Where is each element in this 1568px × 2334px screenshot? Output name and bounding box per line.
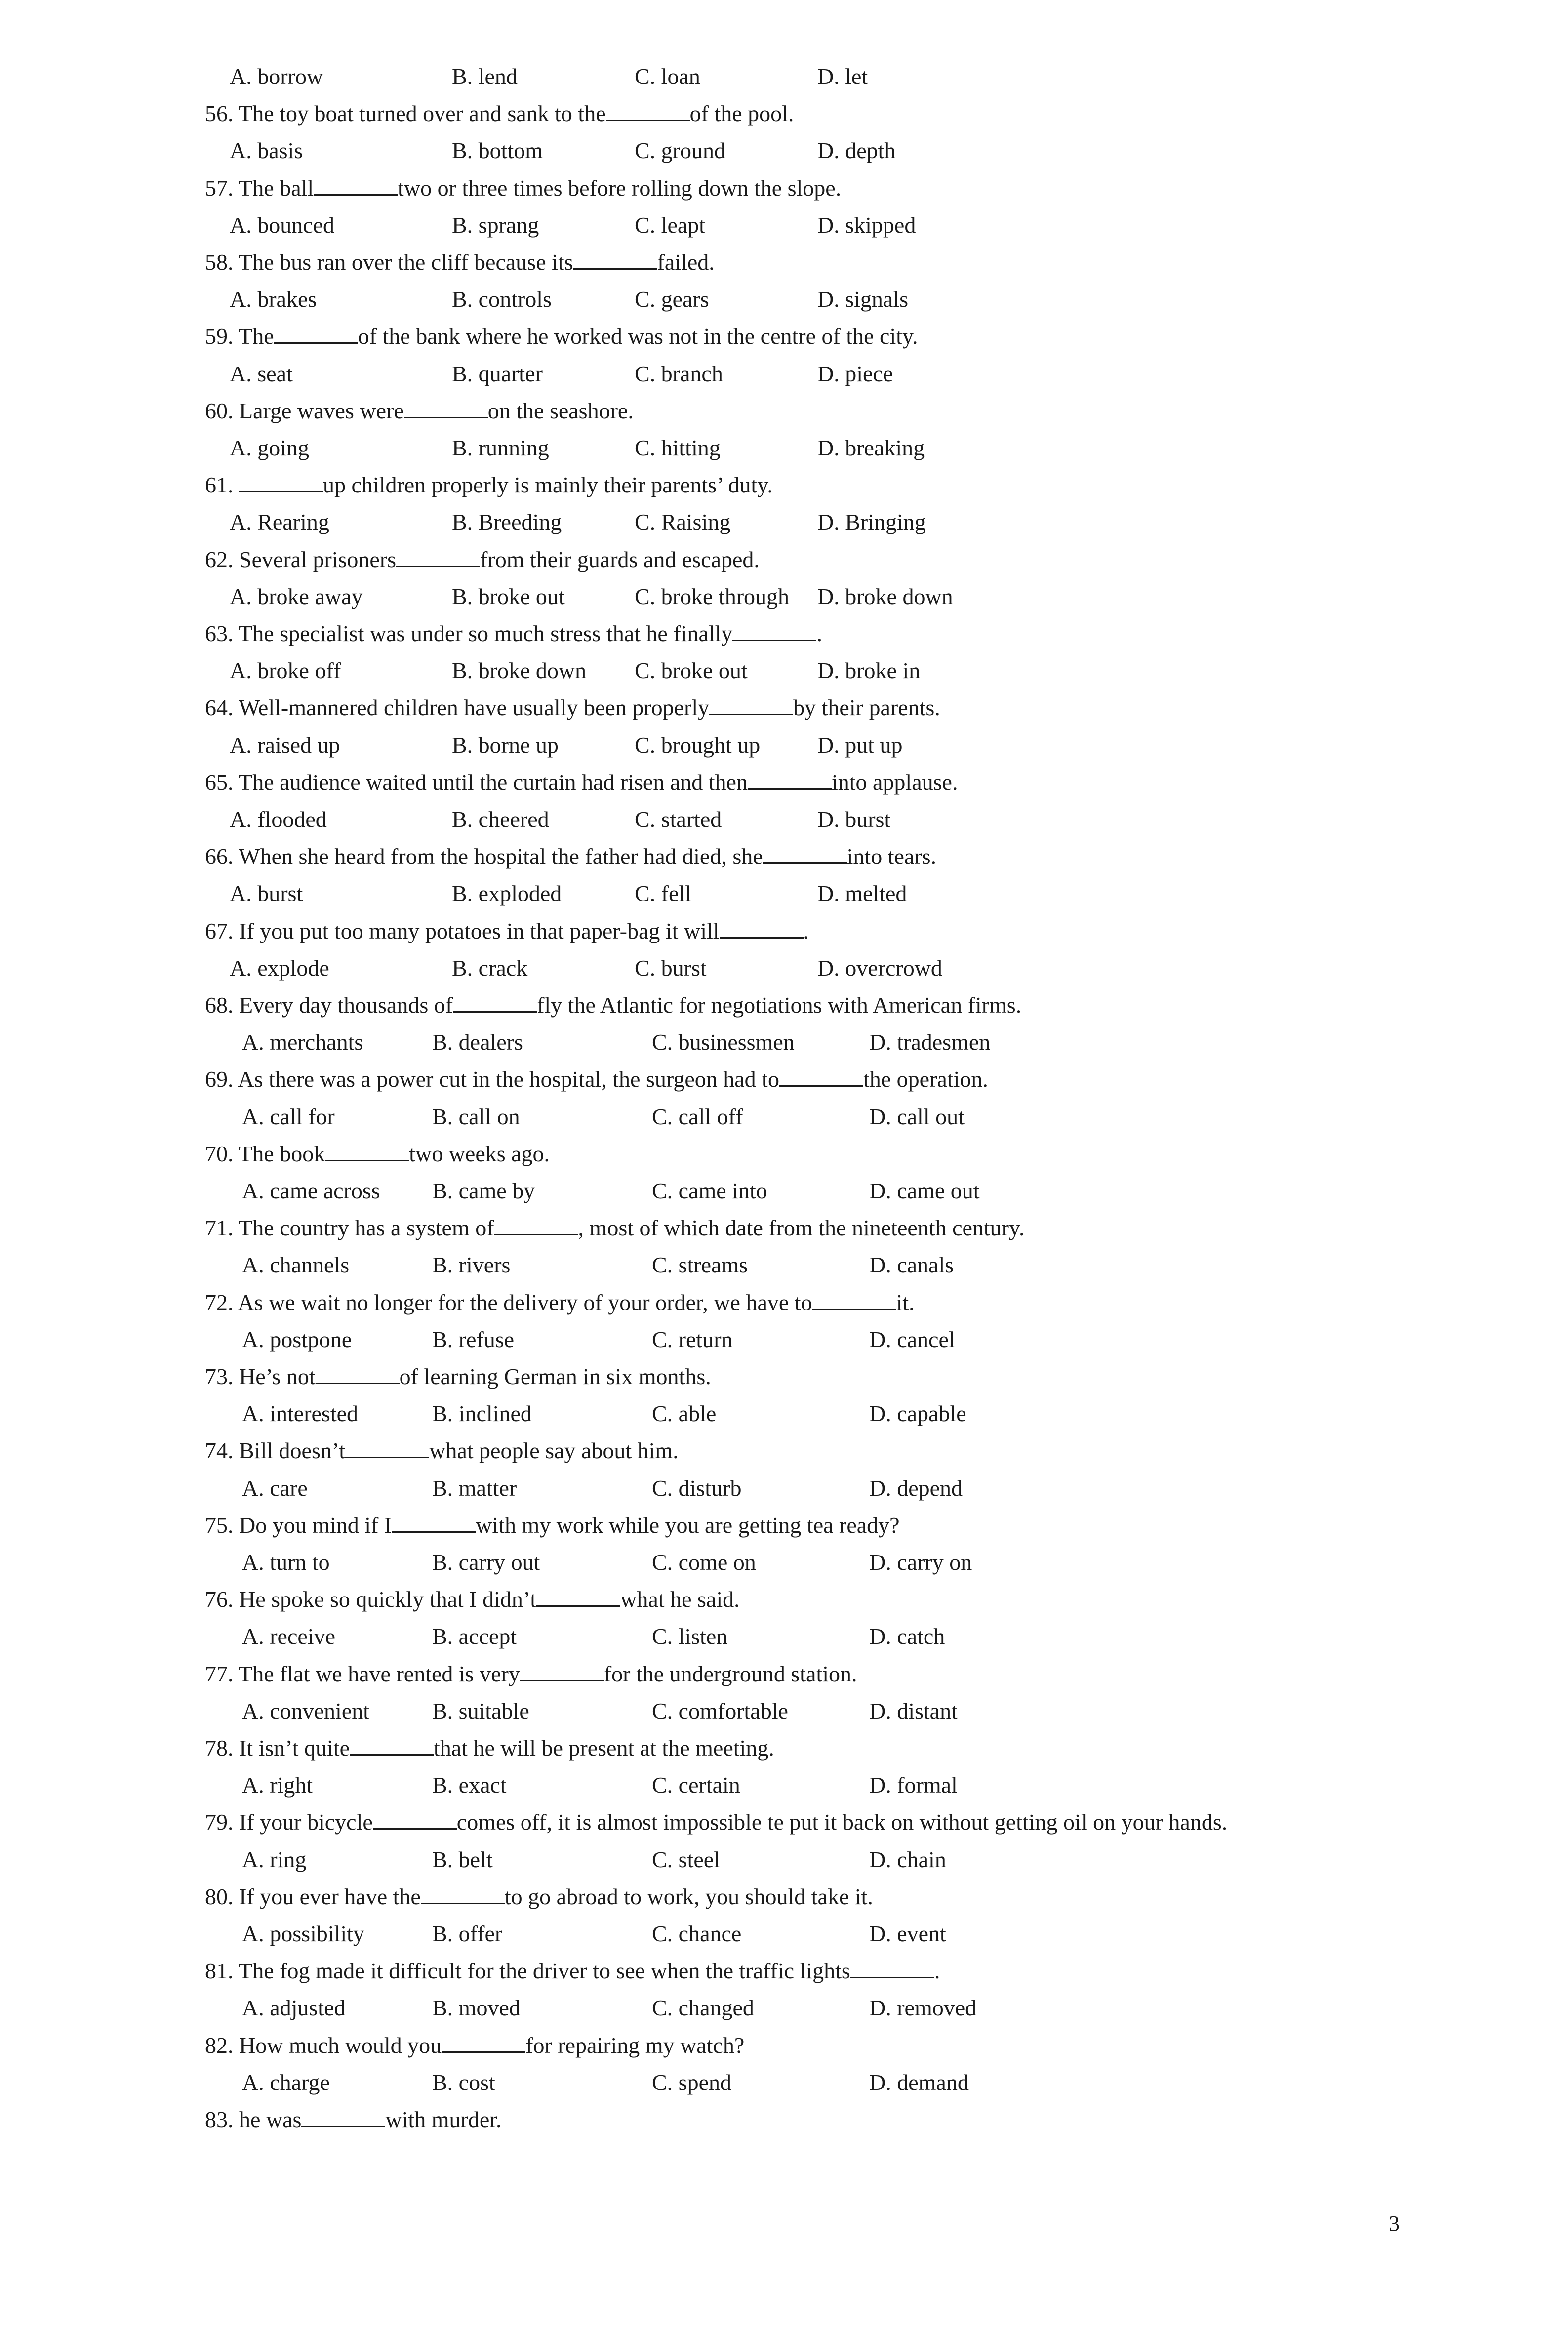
question-number: 64. — [205, 695, 239, 721]
answer-option[interactable]: A. convenient — [242, 1698, 370, 1723]
question-number: 69. — [205, 1066, 238, 1092]
answer-option[interactable]: B. accept — [432, 1624, 517, 1649]
answer-option[interactable]: A. basis — [230, 138, 303, 164]
answer-option[interactable]: B. refuse — [432, 1326, 515, 1352]
answer-blank[interactable] — [274, 323, 358, 344]
answer-option[interactable]: C. broke out — [635, 658, 748, 684]
answer-option[interactable]: D. depth — [817, 138, 896, 164]
answer-option[interactable]: C. ground — [635, 138, 725, 164]
question-number: 68. — [205, 992, 239, 1018]
answer-blank[interactable] — [850, 1957, 934, 1978]
answer-option[interactable]: B. exploded — [452, 881, 562, 906]
answer-option[interactable]: B. moved — [432, 1995, 521, 2021]
question-line — [205, 1213, 1025, 1243]
answer-option[interactable]: D. call out — [869, 1104, 965, 1129]
question-text: two weeks ago. — [409, 1141, 550, 1166]
answer-option[interactable]: B. inclined — [432, 1401, 532, 1427]
question-text: with murder. — [385, 2107, 502, 2132]
answer-option[interactable]: A. interested — [242, 1401, 359, 1427]
question-text: The flat we have rented is very — [239, 1661, 520, 1686]
answer-option[interactable]: D. skipped — [817, 212, 916, 238]
answer-option[interactable]: C. businessmen — [652, 1029, 795, 1055]
question-text: from their guards and escaped. — [480, 546, 760, 572]
answer-option[interactable]: C. certain — [652, 1772, 740, 1798]
question-number: 60. — [205, 398, 239, 423]
answer-option[interactable]: A. flooded — [230, 807, 327, 832]
question-line — [205, 322, 918, 351]
question-text: It isn’t quite — [239, 1735, 350, 1761]
answer-option[interactable]: A. explode — [230, 955, 329, 981]
question-text: The bus ran over the cliff because its — [239, 249, 573, 275]
answer-option[interactable]: C. Raising — [635, 509, 731, 535]
question-number: 83. — [205, 2107, 239, 2132]
answer-option[interactable]: D. cancel — [869, 1326, 955, 1352]
answer-blank[interactable] — [392, 1512, 476, 1533]
question-text: Several prisoners — [239, 546, 397, 572]
answer-option[interactable]: C. comfortable — [652, 1698, 788, 1723]
question-line — [205, 1139, 550, 1169]
answer-blank[interactable] — [779, 1065, 863, 1087]
question-text: for the underground station. — [603, 1661, 857, 1686]
answer-option[interactable]: C. steel — [652, 1846, 720, 1872]
answer-option[interactable]: D. tradesmen — [869, 1029, 991, 1055]
answer-option[interactable]: C. burst — [635, 955, 707, 981]
answer-option[interactable]: D. came out — [869, 1178, 980, 1203]
answer-option[interactable]: C. listen — [652, 1624, 728, 1649]
question-line — [205, 545, 760, 574]
answer-option[interactable]: C. started — [635, 807, 722, 832]
answer-option[interactable]: A. care — [242, 1475, 308, 1501]
answer-blank[interactable] — [345, 1437, 429, 1458]
question-text: what people say about him. — [429, 1438, 679, 1464]
question-text: He spoke so quickly that I didn’t — [239, 1587, 537, 1612]
question-text: The country has a system of — [239, 1215, 494, 1241]
answer-blank[interactable] — [763, 843, 847, 864]
answer-option[interactable]: C. gears — [635, 287, 709, 312]
answer-option[interactable]: D. canals — [869, 1252, 954, 1278]
answer-option[interactable]: C. come on — [652, 1550, 756, 1575]
question-text: to go abroad to work, you should take it. — [504, 1884, 873, 1909]
answer-option[interactable]: D. event — [869, 1921, 946, 1946]
question-text: two or three times before rolling down the slope. — [398, 175, 842, 201]
question-text: , most of which date from the nineteenth century. — [578, 1215, 1025, 1241]
question-line — [205, 396, 634, 426]
question-number: 59. — [205, 324, 239, 349]
question-text: The ball — [239, 175, 314, 201]
answer-option[interactable]: A. bounced — [230, 212, 335, 238]
answer-option[interactable]: C. leapt — [635, 212, 706, 238]
question-line — [205, 2105, 502, 2134]
answer-option[interactable]: B. broke down — [452, 658, 587, 684]
answer-option[interactable]: B. lend — [452, 64, 518, 89]
answer-blank[interactable] — [573, 248, 657, 270]
answer-option[interactable]: C. disturb — [652, 1475, 742, 1501]
question-text: . — [816, 621, 822, 646]
question-text: If you put too many potatoes in that paper-bag it will — [239, 918, 720, 943]
answer-option[interactable]: A. seat — [230, 361, 293, 386]
answer-option[interactable]: D. breaking — [817, 435, 925, 460]
answer-option[interactable]: D. let — [817, 64, 868, 89]
question-number: 65. — [205, 769, 239, 795]
question-text: When she heard from the hospital the father had died, she — [239, 844, 763, 869]
question-line — [205, 1882, 873, 1912]
question-number: 77. — [205, 1661, 239, 1686]
answer-blank[interactable] — [421, 1883, 505, 1904]
answer-option[interactable]: B. bottom — [452, 138, 543, 164]
question-text: what he said. — [620, 1587, 740, 1612]
answer-option[interactable]: C. able — [652, 1401, 717, 1427]
question-line — [205, 173, 841, 203]
answer-option[interactable]: D. overcrowd — [817, 955, 942, 981]
question-text: that he will be present at the meeting. — [434, 1735, 774, 1761]
question-text: As we wait no longer for the delivery of your order, we have to — [238, 1289, 812, 1315]
answer-option[interactable]: D. formal — [869, 1772, 958, 1798]
question-number: 75. — [205, 1512, 239, 1538]
answer-option[interactable]: D. removed — [869, 1995, 977, 2021]
answer-option[interactable]: A. channels — [242, 1252, 350, 1278]
question-text: The fog made it difficult for the driver to see when the traffic lights — [239, 1958, 850, 1984]
answer-option[interactable]: B. offer — [432, 1921, 503, 1946]
answer-option[interactable]: C. loan — [635, 64, 700, 89]
question-line — [205, 1956, 940, 1986]
question-number: 63. — [205, 621, 239, 646]
answer-option[interactable]: B. matter — [432, 1475, 517, 1501]
answer-blank[interactable] — [494, 1214, 578, 1235]
question-text: into tears. — [846, 844, 937, 869]
answer-blank[interactable] — [301, 2106, 385, 2127]
answer-blank[interactable] — [350, 1734, 434, 1756]
question-line — [205, 1065, 988, 1094]
answer-option[interactable]: A. broke off — [230, 658, 341, 684]
answer-blank[interactable] — [812, 1289, 896, 1310]
answer-option[interactable]: A. raised up — [230, 732, 340, 758]
answer-option[interactable]: B. running — [452, 435, 549, 460]
answer-blank[interactable] — [316, 1363, 400, 1384]
question-text: The book — [239, 1141, 325, 1166]
question-line — [205, 990, 1021, 1020]
question-line — [205, 247, 715, 277]
question-text: Well-mannered children have usually been properly — [239, 695, 710, 721]
question-text: Large waves were — [239, 398, 404, 423]
question-text: As there was a power cut in the hospital, the surgeon had to — [238, 1066, 779, 1092]
answer-option[interactable]: B. suitable — [432, 1698, 529, 1723]
answer-option[interactable]: D. chain — [869, 1846, 946, 1872]
answer-option[interactable]: A. postpone — [242, 1326, 352, 1352]
question-line — [205, 1659, 857, 1689]
question-text: The toy boat turned over and sank to the — [239, 101, 606, 126]
answer-blank[interactable] — [325, 1140, 409, 1161]
answer-option[interactable]: D. distant — [869, 1698, 958, 1723]
answer-option[interactable]: B. call on — [432, 1104, 520, 1129]
answer-option[interactable]: D. broke in — [817, 658, 921, 684]
answer-option[interactable]: A. burst — [230, 881, 303, 906]
question-text: fly the Atlantic for negotiations with American firms. — [537, 992, 1022, 1018]
question-text: by their parents. — [793, 695, 940, 721]
question-line — [205, 2031, 744, 2060]
answer-option[interactable]: B. carry out — [432, 1550, 540, 1575]
question-number: 79. — [205, 1809, 239, 1835]
answer-option[interactable]: D. depend — [869, 1475, 963, 1501]
question-number: 62. — [205, 546, 239, 572]
answer-option[interactable]: B. Breeding — [452, 509, 562, 535]
question-line — [205, 1362, 711, 1392]
answer-option[interactable]: A. charge — [242, 2069, 330, 2095]
question-number: 66. — [205, 844, 239, 869]
answer-option[interactable]: B. exact — [432, 1772, 507, 1798]
answer-option[interactable]: B. belt — [432, 1846, 493, 1872]
answer-option[interactable]: A. possibility — [242, 1921, 364, 1946]
answer-option[interactable]: A. right — [242, 1772, 313, 1798]
question-number: 56. — [205, 101, 239, 126]
answer-option[interactable]: B. cheered — [452, 807, 549, 832]
answer-option[interactable]: D. signals — [817, 287, 908, 312]
answer-option[interactable]: B. cost — [432, 2069, 495, 2095]
question-text: Do you mind if I — [239, 1512, 392, 1538]
question-number: 73. — [205, 1364, 239, 1389]
answer-blank[interactable] — [606, 100, 690, 121]
answer-option[interactable]: D. demand — [869, 2069, 969, 2095]
question-text: he was — [239, 2107, 302, 2132]
answer-option[interactable]: B. came by — [432, 1178, 535, 1203]
answer-option[interactable]: C. chance — [652, 1921, 742, 1946]
answer-option[interactable]: D. piece — [817, 361, 893, 386]
question-text: . — [803, 918, 809, 943]
question-number: 76. — [205, 1587, 239, 1612]
question-text: on the seashore. — [487, 398, 634, 423]
answer-option[interactable]: D. capable — [869, 1401, 966, 1427]
answer-blank[interactable] — [748, 769, 832, 790]
question-text: of the bank where he worked was not in the centre of the city. — [358, 324, 918, 349]
answer-option[interactable]: A. broke away — [230, 583, 363, 609]
answer-option[interactable]: B. rivers — [432, 1252, 511, 1278]
answer-option[interactable]: D. put up — [817, 732, 903, 758]
question-text: If your bicycle — [239, 1809, 373, 1835]
answer-blank[interactable] — [536, 1586, 620, 1607]
answer-option[interactable]: C. return — [652, 1326, 733, 1352]
answer-option[interactable]: A. Rearing — [230, 509, 329, 535]
answer-option[interactable]: C. call off — [652, 1104, 743, 1129]
question-number: 74. — [205, 1438, 239, 1464]
answer-option[interactable]: C. streams — [652, 1252, 748, 1278]
question-text: If you ever have the — [239, 1884, 421, 1909]
answer-option[interactable]: A. ring — [242, 1846, 307, 1872]
answer-option[interactable]: D. carry on — [869, 1550, 972, 1575]
answer-option[interactable]: C. broke through — [635, 583, 790, 609]
answer-option[interactable]: A. call for — [242, 1104, 335, 1129]
question-text: it. — [896, 1289, 915, 1315]
answer-blank[interactable] — [442, 2032, 525, 2053]
question-text: Every day thousands of — [239, 992, 453, 1018]
answer-blank[interactable] — [396, 546, 480, 567]
question-text: the operation. — [863, 1066, 988, 1092]
answer-option[interactable]: C. came into — [652, 1178, 767, 1203]
answer-option[interactable]: A. going — [230, 435, 309, 460]
answer-blank[interactable] — [732, 620, 816, 641]
answer-option[interactable]: A. brakes — [230, 287, 317, 312]
answer-option[interactable]: C. hitting — [635, 435, 721, 460]
question-text: The — [239, 324, 274, 349]
question-text: of learning German in six months. — [399, 1364, 711, 1389]
answer-option[interactable]: B. dealers — [432, 1029, 523, 1055]
question-line — [205, 1511, 900, 1540]
question-text: The specialist was under so much stress that he finally — [239, 621, 733, 646]
answer-blank[interactable] — [520, 1660, 604, 1681]
question-number: 81. — [205, 1958, 239, 1984]
answer-option[interactable]: B. borne up — [452, 732, 559, 758]
question-line — [205, 768, 958, 797]
page-number: 3 — [1389, 2211, 1400, 2236]
question-text: The audience waited until the curtain had risen and then — [239, 769, 748, 795]
question-text: up children properly is mainly their parents’ duty. — [323, 472, 773, 498]
answer-option[interactable]: B. crack — [452, 955, 528, 981]
question-number: 70. — [205, 1141, 239, 1166]
answer-option[interactable]: B. broke out — [452, 583, 565, 609]
answer-blank[interactable] — [239, 471, 323, 492]
answer-option[interactable]: B. sprang — [452, 212, 539, 238]
question-number: 57. — [205, 175, 239, 201]
answer-blank[interactable] — [373, 1808, 457, 1830]
question-text: comes off, it is almost impossible te put it back on without getting oil on your hands. — [456, 1809, 1228, 1835]
answer-option[interactable]: C. spend — [652, 2069, 731, 2095]
answer-blank[interactable] — [314, 174, 398, 196]
answer-blank[interactable] — [404, 397, 488, 418]
question-line — [205, 1585, 740, 1614]
answer-blank[interactable] — [720, 917, 804, 939]
question-line — [205, 1733, 774, 1763]
question-text: with my work while you are getting tea ready? — [476, 1512, 900, 1538]
answer-blank[interactable] — [453, 991, 537, 1013]
question-text: How much would you — [239, 2032, 442, 2058]
question-line — [205, 1436, 679, 1466]
question-number: 58. — [205, 249, 239, 275]
answer-option[interactable]: D. melted — [817, 881, 907, 906]
question-line — [205, 470, 773, 500]
answer-option[interactable]: C. changed — [652, 1995, 754, 2021]
question-text: He’s not — [239, 1364, 316, 1389]
question-number: 80. — [205, 1884, 239, 1909]
answer-option[interactable]: C. branch — [635, 361, 723, 386]
question-number: 72. — [205, 1289, 238, 1315]
answer-option[interactable]: A. receive — [242, 1624, 335, 1649]
question-line — [205, 693, 940, 723]
answer-option[interactable]: A. came across — [242, 1178, 380, 1203]
question-text: for repairing my watch? — [525, 2032, 745, 2058]
answer-option[interactable]: A. merchants — [242, 1029, 363, 1055]
question-number: 78. — [205, 1735, 239, 1761]
answer-option[interactable]: A. adjusted — [242, 1995, 346, 2021]
answer-option[interactable]: D. broke down — [817, 583, 953, 609]
question-line — [205, 842, 936, 871]
answer-option[interactable]: C. brought up — [635, 732, 761, 758]
question-line — [205, 916, 809, 946]
answer-option[interactable]: D. catch — [869, 1624, 945, 1649]
question-line — [205, 99, 794, 128]
answer-option[interactable]: A. turn to — [242, 1550, 330, 1575]
answer-option[interactable]: B. controls — [452, 287, 552, 312]
answer-option[interactable]: A. borrow — [230, 64, 323, 89]
question-number: 67. — [205, 918, 239, 943]
answer-option[interactable]: B. quarter — [452, 361, 543, 386]
question-text: failed. — [657, 249, 715, 275]
question-number: 82. — [205, 2032, 239, 2058]
question-line — [205, 1288, 915, 1317]
question-line — [205, 619, 822, 649]
question-number: 71. — [205, 1215, 239, 1241]
answer-option[interactable]: C. fell — [635, 881, 691, 906]
question-text: . — [934, 1958, 940, 1984]
answer-blank[interactable] — [709, 694, 793, 715]
question-number: 61. — [205, 472, 239, 498]
question-text: of the pool. — [689, 101, 794, 126]
question-text: into applause. — [831, 769, 958, 795]
question-text: Bill doesn’t — [239, 1438, 346, 1464]
question-line — [205, 1807, 1227, 1837]
answer-option[interactable]: D. burst — [817, 807, 891, 832]
answer-option[interactable]: D. Bringing — [817, 509, 926, 535]
